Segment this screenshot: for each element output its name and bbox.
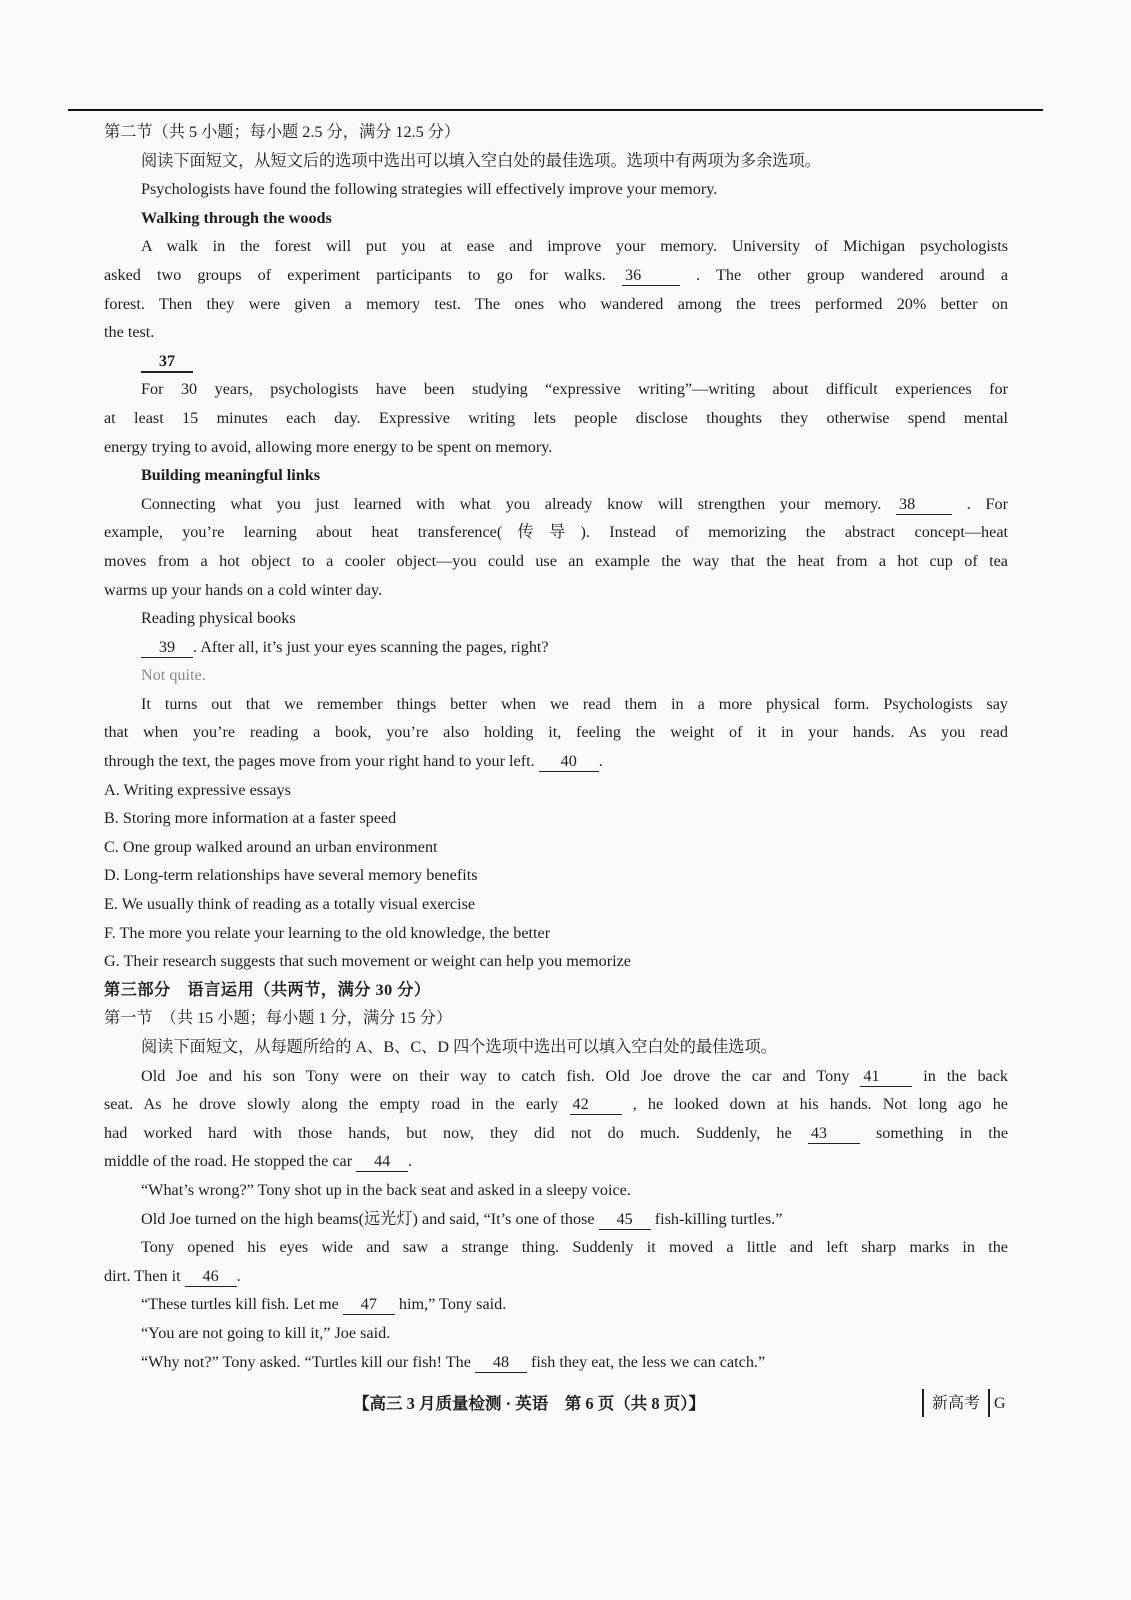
paragraph-line: “Why not?” Tony asked. “Turtles kill our fish! The 48 fish they eat, the less we can catch.”: [141, 1352, 766, 1371]
paragraph-line: Old Joe turned on the high beams(远光灯) and said, “It’s one of those 45 fish-killing turtles.”: [141, 1209, 783, 1228]
paragraph-line: forest. Then they were given a memory test. The ones who wandered among the trees performed 20% better on: [104, 294, 1008, 313]
subheading-links: Building meaningful links: [141, 466, 321, 485]
blank-45: 45: [599, 1209, 651, 1230]
blank-46: 46: [185, 1266, 237, 1287]
cloze-instructions: 阅读下面短文，从每题所给的 A、B、C、D 四个选项中选出可以填入空白处的最佳选项。: [141, 1038, 777, 1056]
subheading-woods: Walking through the woods: [141, 208, 332, 227]
option-b: B. Storing more information at a faster speed: [104, 809, 397, 828]
part3-title: 第三部分 语言运用（共两节，满分 30 分）: [104, 980, 431, 999]
paragraph-line: moves from a hot object to a cooler object—you could use an example the way that the heat from a hot cup of tea: [104, 551, 1008, 570]
blank-44: 44: [356, 1151, 408, 1172]
blank-42: 42: [570, 1094, 622, 1115]
blank-36: 36: [622, 265, 680, 286]
version-letter: G: [994, 1395, 1006, 1412]
paragraph-line: “These turtles kill fish. Let me 47 him,” Tony said.: [141, 1295, 507, 1314]
top-rule: [68, 109, 1043, 111]
subheading-books: Reading physical books: [141, 609, 296, 628]
brand-box: 新高考: [922, 1389, 990, 1417]
part3-section: 第一节 （共 15 小题；每小题 1 分，满分 15 分）: [104, 1009, 453, 1028]
option-e: E. We usually think of reading as a totally visual exercise: [104, 895, 476, 914]
paragraph-line: seat. As he drove slowly along the empty road in the early 42 , he looked down at his hands. Not long ago he: [104, 1095, 1008, 1114]
option-d: D. Long-term relationships have several memory benefits: [104, 866, 478, 885]
footer-title: 【高三 3 月质量检测 · 英语 第 6 页（共 8 页）】: [353, 1394, 706, 1413]
reading-intro: Psychologists have found the following strategies will effectively improve your memory.: [141, 180, 718, 199]
paragraph-line: “What’s wrong?” Tony shot up in the back seat and asked in a sleepy voice.: [141, 1180, 631, 1199]
reading-instructions: 阅读下面短文，从短文后的选项中选出可以填入空白处的最佳选项。选项中有两项为多余选项。: [141, 151, 821, 170]
paragraph-line: had worked hard with those hands, but now, they did not do much. Suddenly, he 43 something in the: [104, 1123, 1009, 1142]
paragraph-line: the test.: [104, 323, 155, 342]
paragraph-line: A walk in the forest will put you at ease and improve your memory. University of Michigan psychologists: [141, 237, 1008, 256]
blank-41: 41: [860, 1066, 912, 1087]
paragraph-line: example, you’re learning about heat transference(传导). Instead of memorizing the abstract concept—heat: [104, 523, 1008, 542]
paragraph-line: It turns out that we remember things better when we read them in a more physical form. Psychologists say: [141, 694, 1008, 713]
paragraph-line: through the text, the pages move from your right hand to your left. 40 .: [104, 752, 603, 771]
option-a: A. Writing expressive essays: [104, 780, 291, 799]
paragraph-line: Connecting what you just learned with what you already know will strengthen your memory. 38 . For: [141, 494, 1008, 513]
paragraph-line: Old Joe and his son Tony were on their way to catch fish. Old Joe drove the car and Tony 41 in the back: [141, 1066, 1009, 1085]
option-f: F. The more you relate your learning to the old knowledge, the better: [104, 923, 551, 942]
blank-47: 47: [343, 1294, 395, 1315]
paragraph-line: middle of the road. He stopped the car 44 .: [104, 1152, 413, 1171]
paragraph-line: For 30 years, psychologists have been studying “expressive writing”—writing about difficult experiences for: [141, 380, 1008, 399]
heading-blank-37: 37: [104, 347, 1008, 376]
paragraph-line: at least 15 minutes each day. Expressive writing lets people disclose thoughts they otherwise spend mental: [104, 408, 1008, 427]
blank-43: 43: [808, 1123, 860, 1144]
blank-39: 39: [141, 637, 193, 658]
paragraph-line: Tony opened his eyes wide and saw a strange thing. Suddenly it moved a little and left sharp marks in the: [141, 1238, 1008, 1257]
paragraph-line: warms up your hands on a cold winter day.: [104, 580, 383, 599]
page-footer: [0, 1389, 1131, 1419]
paragraph-line: asked two groups of experiment participants to go for walks. 36 . The other group wandered around a: [104, 265, 1009, 284]
paragraph-line: energy trying to avoid, allowing more energy to be spent on memory.: [104, 437, 553, 456]
paragraph-line: that when you’re reading a book, you’re also holding it, feeling the weight of it in your hands. As you read: [104, 723, 1008, 742]
paragraph-line: 39 . After all, it’s just your eyes scanning the pages, right?: [104, 633, 1008, 662]
paragraph-line: “You are not going to kill it,” Joe said.: [141, 1323, 391, 1342]
paragraph-line: Not quite.: [141, 666, 206, 685]
option-c: C. One group walked around an urban environment: [104, 837, 438, 856]
blank-40: 40: [539, 751, 599, 772]
blank-38: 38: [896, 494, 952, 515]
section-heading: 第二节（共 5 小题；每小题 2.5 分，满分 12.5 分）: [104, 123, 461, 141]
paragraph-line: dirt. Then it 46 .: [104, 1266, 241, 1285]
blank-48: 48: [475, 1352, 527, 1373]
option-g: G. Their research suggests that such movement or weight can help you memorize: [104, 952, 631, 971]
page-body: [104, 118, 1008, 1376]
